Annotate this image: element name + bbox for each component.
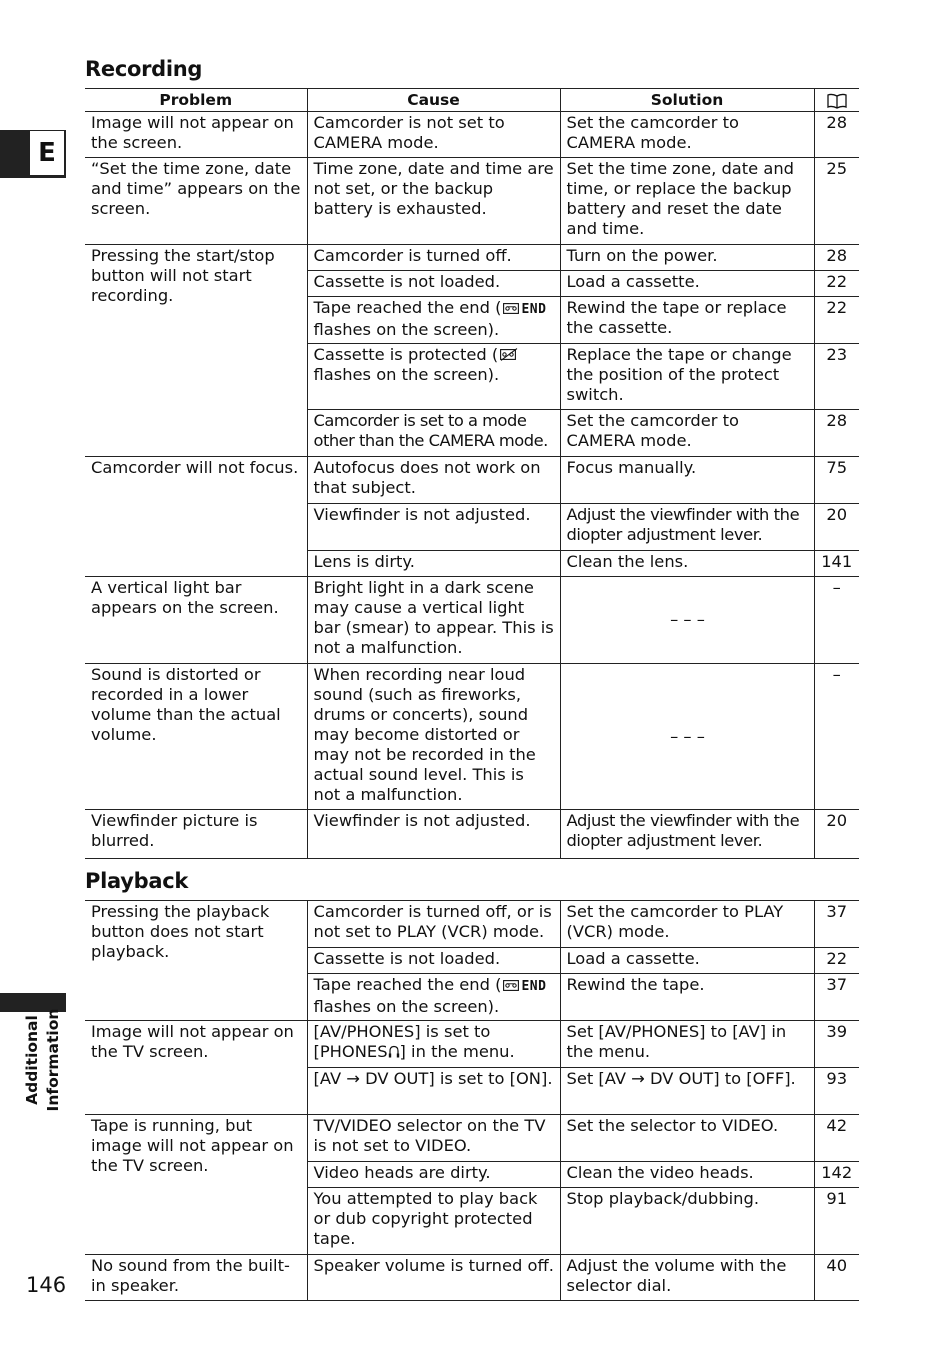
page-ref-cell: 22 [814, 271, 859, 297]
cause-cell: Viewfinder is not adjusted. [307, 504, 560, 551]
cause-cell: Video heads are dirty. [307, 1162, 560, 1188]
solution-cell: Focus manually. [560, 457, 814, 504]
solution-cell: Set the camcorder to CAMERA mode. [560, 112, 814, 158]
solution-cell: Clean the video heads. [560, 1162, 814, 1188]
section-side-label: Additional Information [23, 1008, 62, 1112]
cause-cell: Camcorder is turned off, or is not set to PLAY (VCR) mode. [307, 901, 560, 948]
cause-cell: Cassette is not loaded. [307, 948, 560, 974]
arrow-icon: → [631, 1069, 645, 1088]
problem-cell: “Set the time zone, date and time” appears on the screen. [85, 158, 307, 245]
cause-cell: You attempted to play back or dub copyright protected tape. [307, 1188, 560, 1255]
page-ref-cell: 28 [814, 410, 859, 457]
problem-cell: Viewfinder picture is blurred. [85, 810, 307, 859]
page-ref-cell: 141 [814, 551, 859, 577]
cause-cell: TV/VIDEO selector on the TV is not set to VIDEO. [307, 1115, 560, 1162]
solution-cell: Stop playback/dubbing. [560, 1188, 814, 1255]
page-ref-cell: 39 [814, 1021, 859, 1068]
playback-table [85, 900, 859, 1301]
recording-title: Recording [85, 57, 203, 81]
cause-cell: When recording near loud sound (such as fireworks, drums or concerts), sound may become distorted or may not be recorded in the actual sound level. This is not a malfunction. [307, 664, 560, 810]
cause-cell: Tape reached the end ( END flashes on the screen). [307, 297, 560, 344]
page-ref-cell: 75 [814, 457, 859, 504]
page-ref-cell: 25 [814, 158, 859, 245]
table-row [85, 112, 859, 158]
cause-header: Cause [307, 89, 560, 112]
solution-cell: Set the camcorder to CAMERA mode. [560, 410, 814, 457]
page-ref-cell: 22 [814, 297, 859, 344]
page-ref-cell: 42 [814, 1115, 859, 1162]
problem-cell: A vertical light bar appears on the screen. [85, 577, 307, 664]
solution-cell: Set the time zone, date and time, or replace the backup battery and reset the date and time. [560, 158, 814, 245]
solution-cell: Turn on the power. [560, 245, 814, 271]
page-ref-cell: 142 [814, 1162, 859, 1188]
solution-header: Solution [560, 89, 814, 112]
cause-cell: Time zone, date and time are not set, or the backup battery is exhausted. [307, 158, 560, 245]
page-ref-cell: 91 [814, 1188, 859, 1255]
solution-cell: – – – [560, 664, 814, 810]
solution-cell: Adjust the volume with the selector dial. [560, 1255, 814, 1301]
tape-end-icon [503, 303, 519, 314]
language-tab [0, 130, 66, 178]
table-row [85, 457, 859, 504]
page-ref-cell: – [814, 577, 859, 664]
page-ref-cell: 20 [814, 810, 859, 859]
cause-cell: Tape reached the end ( END flashes on the screen). [307, 974, 560, 1021]
solution-cell: Load a cassette. [560, 271, 814, 297]
problem-cell: Image will not appear on the screen. [85, 112, 307, 158]
solution-cell: Adjust the viewfinder with the diopter adjustment lever. [560, 504, 814, 551]
page-ref-cell: 23 [814, 344, 859, 410]
table-row [85, 245, 859, 271]
cause-cell: Viewfinder is not adjusted. [307, 810, 560, 859]
solution-cell: Set the selector to VIDEO. [560, 1115, 814, 1162]
solution-cell: Replace the tape or change the position of the protect switch. [560, 344, 814, 410]
page-ref-cell: 93 [814, 1068, 859, 1115]
cause-cell: Lens is dirty. [307, 551, 560, 577]
table-row [85, 664, 859, 810]
arrow-icon: → [346, 1069, 360, 1088]
page-ref-cell: 22 [814, 948, 859, 974]
recording-table [85, 88, 859, 859]
cause-cell: Cassette is protected ( flashes on the screen). [307, 344, 560, 410]
problem-cell: Camcorder will not focus. [85, 457, 307, 577]
solution-cell: Rewind the tape. [560, 974, 814, 1021]
problem-cell: No sound from the built-in speaker. [85, 1255, 307, 1301]
problem-cell: Pressing the start/stop button will not start recording. [85, 245, 307, 457]
cause-cell: [AV → DV OUT] is set to [ON]. [307, 1068, 560, 1115]
cause-cell: Cassette is not loaded. [307, 271, 560, 297]
playback-title: Playback [85, 869, 189, 893]
tape-end-icon [503, 980, 519, 991]
table-row [85, 1115, 859, 1162]
cause-cell: Camcorder is turned off. [307, 245, 560, 271]
problem-cell: Sound is distorted or recorded in a lower volume than the actual volume. [85, 664, 307, 810]
solution-cell: Set [AV/PHONES] to [AV] in the menu. [560, 1021, 814, 1068]
problem-cell: Tape is running, but image will not appear on the TV screen. [85, 1115, 307, 1255]
table-row [85, 1255, 859, 1301]
table-row [85, 158, 859, 245]
page-ref-cell: 37 [814, 901, 859, 948]
table-header-row [85, 89, 859, 112]
page-ref-cell: 37 [814, 974, 859, 1021]
cause-cell: Camcorder is set to a mode other than the CAMERA mode. [307, 410, 560, 457]
solution-cell: – – – [560, 577, 814, 664]
problem-cell: Image will not appear on the TV screen. [85, 1021, 307, 1115]
cause-cell: Bright light in a dark scene may cause a vertical light bar (smear) to appear. This is not a malfunction. [307, 577, 560, 664]
tape-protected-icon [500, 348, 518, 361]
problem-header: Problem [85, 89, 307, 112]
table-row [85, 810, 859, 859]
solution-cell: Set [AV → DV OUT] to [OFF]. [560, 1068, 814, 1115]
cause-cell: Camcorder is not set to CAMERA mode. [307, 112, 560, 158]
end-indicator: END [521, 979, 547, 994]
page-ref-cell: 40 [814, 1255, 859, 1301]
solution-cell: Set the camcorder to PLAY (VCR) mode. [560, 901, 814, 948]
page-ref-cell: 28 [814, 245, 859, 271]
table-row [85, 901, 859, 948]
book-icon [827, 93, 847, 109]
solution-cell: Adjust the viewfinder with the diopter adjustment lever. [560, 810, 814, 859]
table-row [85, 577, 859, 664]
page-number: 146 [26, 1273, 67, 1297]
solution-cell: Rewind the tape or replace the cassette. [560, 297, 814, 344]
page-ref-cell: 20 [814, 504, 859, 551]
page-ref-cell: – [814, 664, 859, 810]
end-indicator: END [521, 302, 547, 317]
page-ref-header [814, 89, 859, 112]
problem-cell: Pressing the playback button does not start playback. [85, 901, 307, 1021]
language-letter: E [29, 130, 66, 176]
cause-cell: Speaker volume is turned off. [307, 1255, 560, 1301]
headphones-icon [388, 1045, 400, 1059]
solution-cell: Load a cassette. [560, 948, 814, 974]
page-ref-cell: 28 [814, 112, 859, 158]
table-row [85, 1021, 859, 1068]
cause-cell: Autofocus does not work on that subject. [307, 457, 560, 504]
cause-cell: [AV/PHONES] is set to [PHONES ] in the menu. [307, 1021, 560, 1068]
solution-cell: Clean the lens. [560, 551, 814, 577]
